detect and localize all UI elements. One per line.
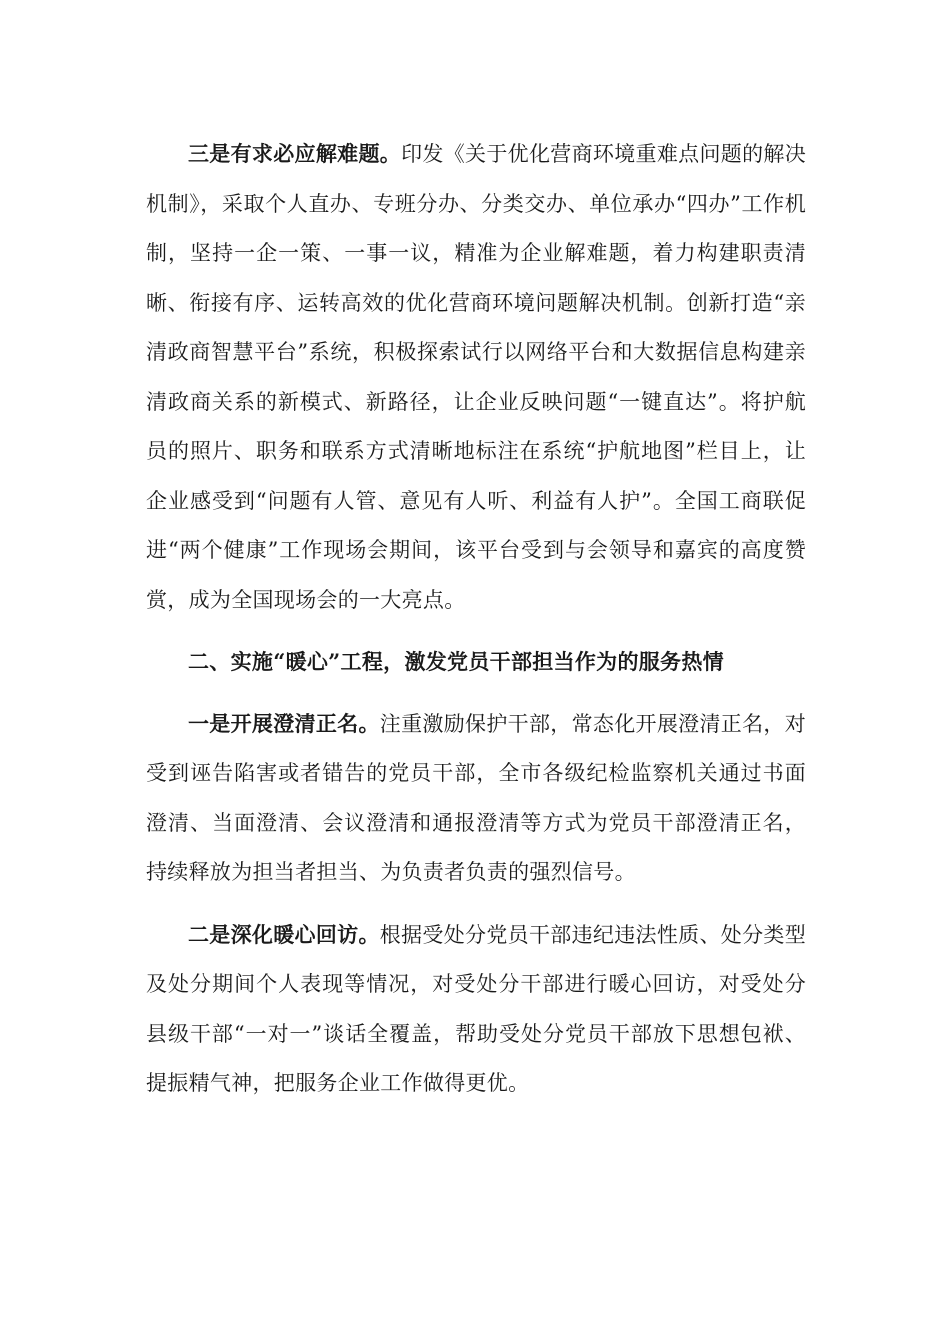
section-heading: 二、实施“暖心”工程，激发党员干部担当作为的服务热情 xyxy=(188,649,724,674)
document-body xyxy=(146,129,806,1121)
paragraph-text: 印发《关于优化营商环境重难点问题的解决机制》，采取个人直办、专班分办、分类交办、单位承办“四办”工作机制，坚持一企一策、一事一议，精准为企业解难题，着力构建职责清晰、衔接有序、运转高效的优化营商环境问题解决机制。创新打造“亲清政商智慧平台”系统，积极探索试行以网络平台和大数据信息构建亲清政商关系的新模式、新路径，让企业反映问题“一键直达”。将护航员的照片、职务和联系方式清晰地标注在系统“护航地图”栏目上，让企业感受到“问题有人管、意见有人听、利益有人护”。全国工商联促进“两个健康”工作现场会期间，该平台受到与会领导和嘉宾的高度赞赏，成为全国现场会的一大亮点。 xyxy=(146,142,806,612)
paragraph-text: 注重激励保护干部，常态化开展澄清正名，对受到诬告陷害或者错告的党员干部，全市各级纪检监察机关通过书面澄清、当面澄清、会议澄清和通报澄清等方式为党员干部澄清正名，持续释放为担当者担当、为负责者负责的强烈信号。 xyxy=(146,711,806,884)
paragraph-return-visit xyxy=(146,910,806,1109)
paragraph-lead: 三是有求必应解难题。 xyxy=(188,141,402,166)
paragraph-text: 根据受处分党员干部违纪违法性质、处分类型及处分期间个人表现等情况，对受处分干部进行暖心回访，对受处分县级干部“一对一”谈话全覆盖，帮助受处分党员干部放下思想包袱、提振精气神，把服务企业工作做得更优。 xyxy=(146,922,806,1095)
paragraph-clarification xyxy=(146,699,806,898)
paragraph-lead: 二是深化暖心回访。 xyxy=(188,921,380,947)
paragraph-problem-solving xyxy=(146,129,806,625)
paragraph-lead: 一是开展澄清正名。 xyxy=(188,710,380,736)
